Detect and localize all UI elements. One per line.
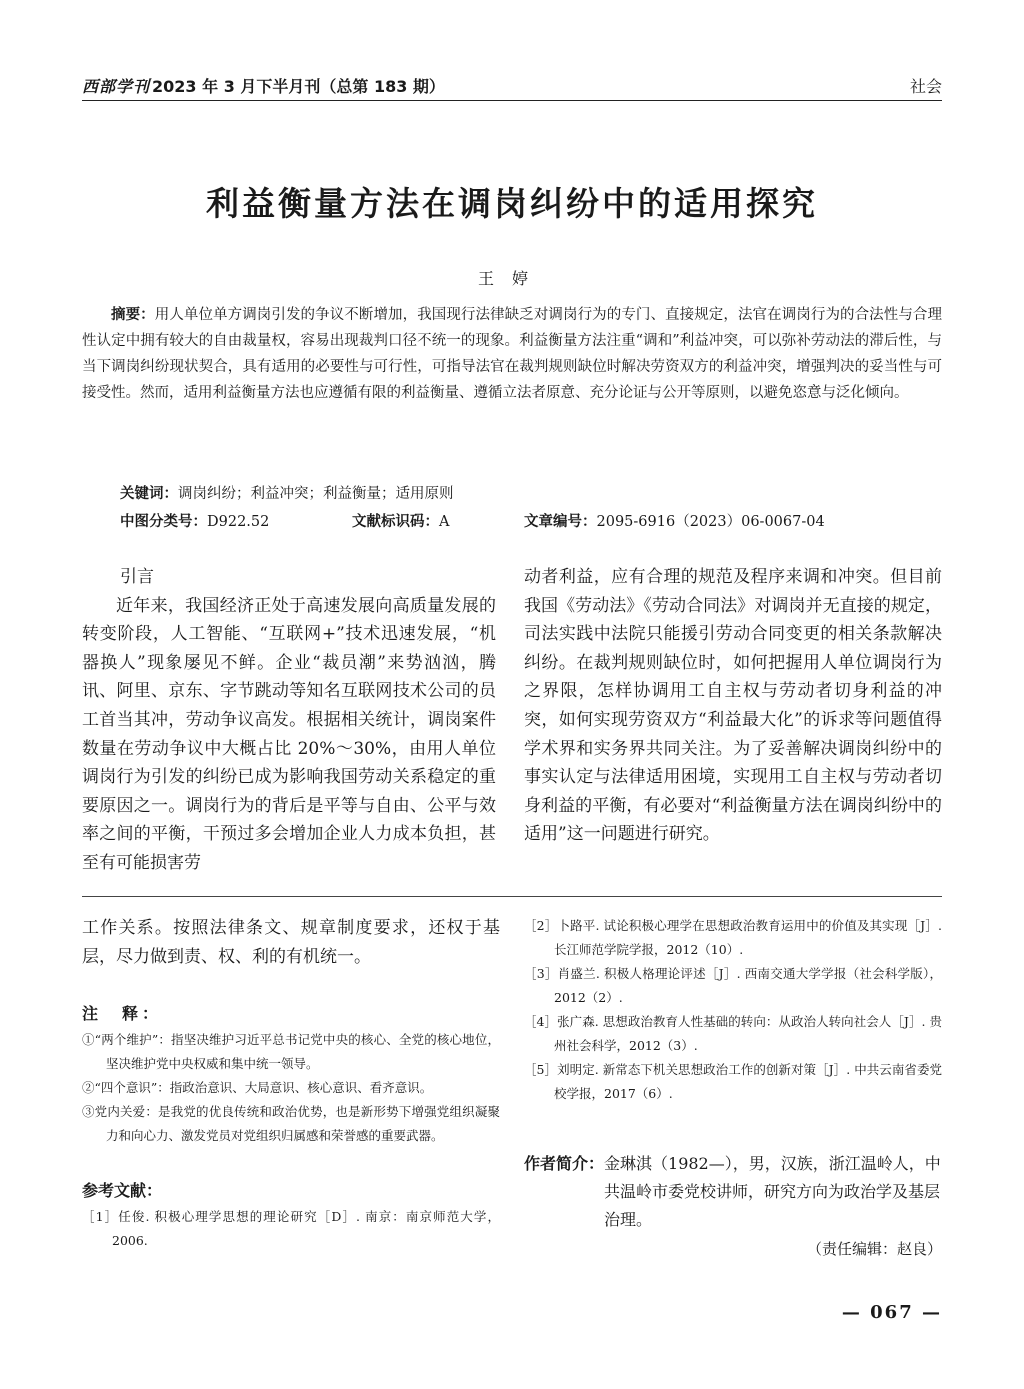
journal-issue (82, 74, 445, 97)
prev-article-right (524, 914, 942, 1106)
reference-item: ［5］刘明定. 新常态下机关思想政治工作的创新对策［J］. 中共云南省委党校学报，2017（6）. (524, 1062, 942, 1101)
author-intro-label: 作者简介： (524, 1154, 605, 1173)
doc-code-label: 文献标识码： (352, 514, 439, 530)
keywords-text: 调岗纠纷；利益冲突；利益衡量；适用原则 (178, 486, 454, 502)
notes-heading: 注 释： (82, 1004, 163, 1024)
keywords (120, 481, 454, 507)
article-author: 王婷 (477, 269, 546, 288)
abstract-label: 摘要： (111, 307, 155, 323)
doc-code-value: A (439, 514, 450, 530)
author-introduction (524, 1150, 942, 1234)
responsible-editor: （责任编辑：赵良） (806, 1240, 942, 1258)
author-intro-text: 金琳淇（1982—），男，汉族，浙江温岭人，中共温岭市委党校讲师，研究方向为政治学及基层治理。 (604, 1154, 941, 1229)
prev-article-tail: 工作关系。按照法律条文、规章制度要求，还权于基层，尽力做到责、权、利的有机统一。 (82, 918, 500, 967)
section-divider (82, 896, 942, 897)
classification (120, 509, 269, 535)
note-item: ②“四个意识”：指政治意识、大局意识、核心意识、看齐意识。 (82, 1080, 433, 1096)
intro-paragraph-2: 动者利益，应有合理的规范及程序来调和冲突。但目前我国《劳动法》《劳动合同法》对调岗并无直接的规定，司法实践中法院只能援引劳动合同变更的相关条款解决纠纷。在裁判规则缺位时，如何把握用人单位调岗行为之界限，怎样协调用工自主权与劳动者切身利益的冲突，如何实现劳资双方“利益最大化”的诉求等问题值得学术界和实务界共同关注。为了妥善解决调岗纠纷中的事实认定与法律适用困境，实现用工自主权与劳动者切身利益的平衡，有必要对“利益衡量方法在调岗纠纷中的适用”这一问题进行研究。 (524, 567, 942, 845)
issue-info: 2023 年 3 月下半月刊（总第 183 期） (152, 77, 445, 96)
reference-item: ［4］张广森. 思想政治教育人性基础的转向：从政治人转向社会人［J］. 贵州社会科学，2012（3）. (524, 1014, 942, 1053)
article-no-label: 文章编号： (524, 514, 597, 530)
section-label: 社会 (909, 77, 942, 96)
prev-article-left (82, 914, 500, 1253)
classification-label: 中图分类号： (120, 514, 207, 530)
article-no-value: 2095-6916（2023）06-0067-04 (596, 514, 825, 530)
document-code (352, 509, 449, 535)
classification-value: D922.52 (207, 514, 270, 530)
reference-item: ［1］任俊. 积极心理学思想的理论研究［D］. 南京：南京师范大学，2006. (82, 1209, 500, 1249)
keywords-label: 关键词： (120, 486, 178, 502)
running-header (82, 70, 942, 100)
note-item: ③党内关爱：是我党的优良传统和政治优势，也是新形势下增强党组织凝聚力和向心力、激发党员对党组织归属感和荣誉感的重要武器。 (82, 1104, 500, 1144)
article-title: 利益衡量方法在调岗纠纷中的适用探究 (206, 184, 818, 223)
journal-logo: 西部学刊 (82, 77, 151, 96)
article-number (524, 509, 825, 535)
page-number: — 067 — (841, 1302, 942, 1323)
abstract (82, 302, 942, 406)
reference-item: ［2］卜路平. 试论积极心理学在思想政治教育运用中的价值及其实现［J］. 长江师范学院学报，2012（10）. (524, 918, 942, 957)
abstract-text: 用人单位单方调岗引发的争议不断增加，我国现行法律缺乏对调岗行为的专门、直接规定，法官在调岗行为的合法性与合理性认定中拥有较大的自由裁量权，容易出现裁判口径不统一的现象。利益衡量方法注重“调和”利益冲突，可以弥补劳动法的滞后性，与当下调岗纠纷现状契合，具有适用的必要性与可行性，可指导法官在裁判规则缺位时解决劳资双方的利益冲突，增强判决的妥当性与可接受性。然而，适用利益衡量方法也应遵循有限的利益衡量、遵循立法者原意、充分论证与公开等原则，以避免恣意与泛化倾向。 (82, 307, 943, 401)
note-item: ①“两个维护”：指坚决维护习近平总书记党中央的核心、全党的核心地位，坚决维护党中央权威和集中统一领导。 (82, 1032, 500, 1072)
header-divider (82, 100, 942, 101)
intro-paragraph-1: 近年来，我国经济正处于高速发展向高质量发展的转变阶段，人工智能、“互联网+”技术迅速发展，“机器换人”现象屡见不鲜。企业“裁员潮”来势汹汹，腾讯、阿里、京东、字节跳动等知名互联网技术公司的员工首当其冲，劳动争议高发。根据相关统计，调岗案件数量在劳动争议中大概占比 20%～30%，由用人单位调岗行为引发的纠纷已成为影响我国劳动关系稳定的重要原因之一。调岗行为的背后是平等与自由、公平与效率之间的平衡，干预过多会增加企业人力成本负担，甚至有可能损害劳 (82, 595, 496, 873)
reference-item: ［3］肖盛兰. 积极人格理论评述［J］. 西南交通大学学报（社会科学版），2012（2）. (524, 966, 942, 1005)
intro-heading: 引言 (120, 567, 154, 587)
intro-left-column (82, 563, 496, 878)
intro-right-column (524, 563, 942, 849)
references-heading: 参考文献： (82, 1181, 163, 1201)
